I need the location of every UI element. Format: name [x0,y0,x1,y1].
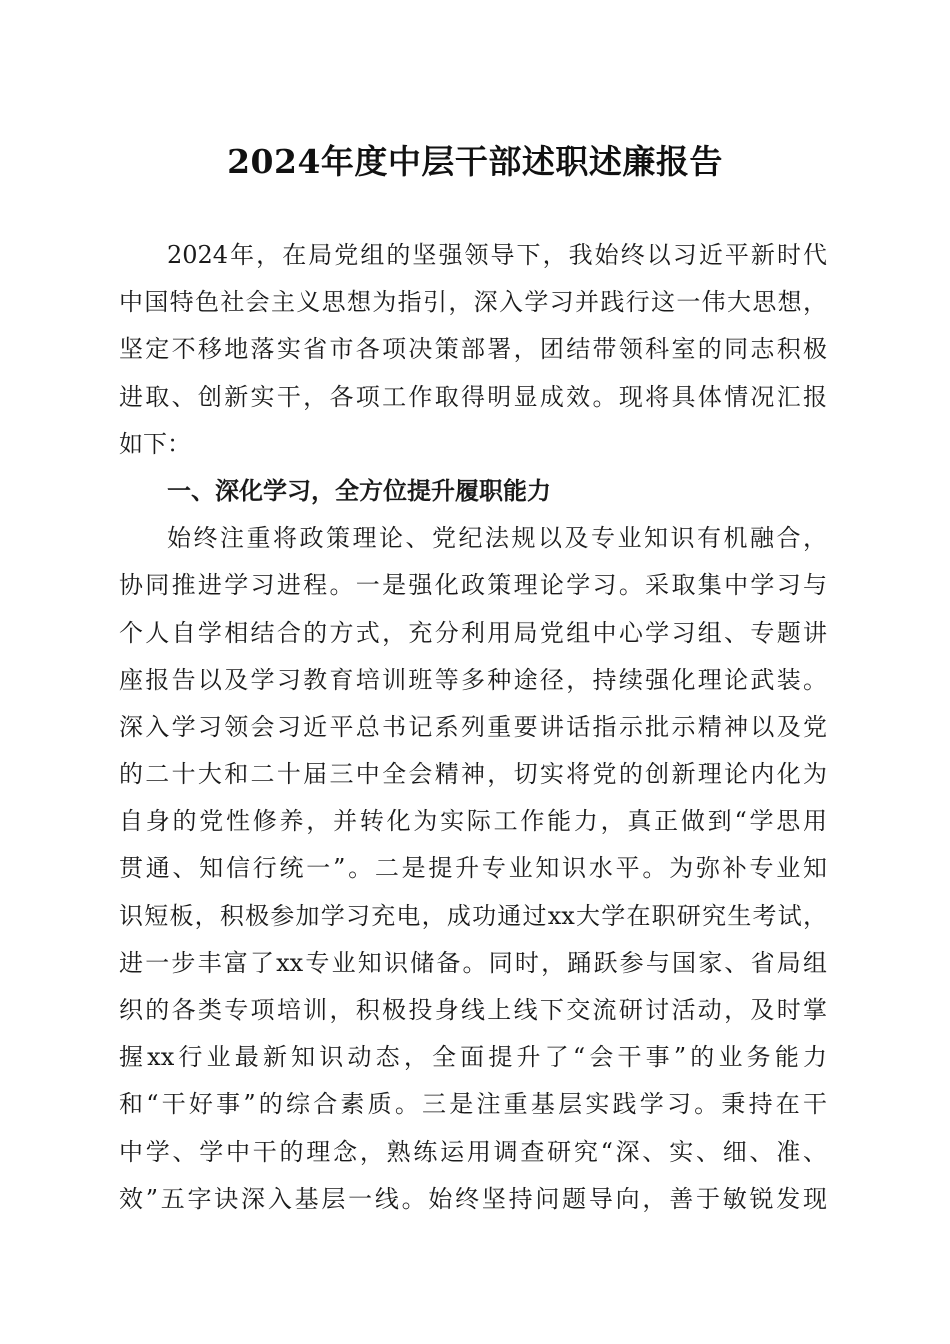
paragraph-line: 2024年，在局党组的坚强领导下，我始终以习近平新时代 [167,241,827,269]
paragraph-line: 贯通、知信行统一”。二是提升专业知识水平。为弥补专业知 [119,854,827,883]
paragraph-line: 的二十大和二十届三中全会精神，切实将党的创新理论内化为 [119,760,827,789]
paragraph-line: 握xx行业最新知识动态，全面提升了“会干事”的业务能力 [119,1043,827,1072]
paragraph-line: 协同推进学习进程。一是强化政策理论学习。采取集中学习与 [119,571,827,600]
paragraph-line: 自身的党性修养，并转化为实际工作能力，真正做到“学思用 [119,807,827,836]
section-heading: 一、深化学习，全方位提升履职能力 [167,476,551,505]
paragraph-line: 中学、学中干的理念，熟练运用调查研究“深、实、细、准、 [119,1137,827,1166]
paragraph-line: 个人自学相结合的方式，充分利用局党组中心学习组、专题讲 [119,618,827,647]
paragraph-line: 深入学习领会习近平总书记系列重要讲话指示批示精神以及党 [119,712,827,741]
paragraph-line: 坚定不移地落实省市各项决策部署，团结带领科室的同志积极 [119,335,827,364]
document-title: 2024年度中层干部述职述廉报告 [227,142,723,181]
paragraph-line: 识短板，积极参加学习充电，成功通过xx大学在职研究生考试， [119,901,827,930]
document-body [119,232,827,1223]
paragraph-line: 进一步丰富了xx专业知识储备。同时，踊跃参与国家、省局组 [119,948,827,977]
paragraph-line: 如下： [119,429,191,458]
paragraph-line: 始终注重将政策理论、党纪法规以及专业知识有机融合， [167,524,827,553]
paragraph-line: 和“干好事”的综合素质。三是注重基层实践学习。秉持在干 [119,1090,827,1119]
paragraph-line: 效”五字诀深入基层一线。始终坚持问题导向，善于敏锐发现 [119,1184,827,1213]
paragraph-line: 进取、创新实干，各项工作取得明显成效。现将具体情况汇报 [119,382,827,411]
paragraph-line: 座报告以及学习教育培训班等多种途径，持续强化理论武装。 [119,665,827,694]
paragraph-line: 中国特色社会主义思想为指引，深入学习并践行这一伟大思想， [119,288,827,317]
paragraph-line: 织的各类专项培训，积极投身线上线下交流研讨活动，及时掌 [119,996,827,1024]
